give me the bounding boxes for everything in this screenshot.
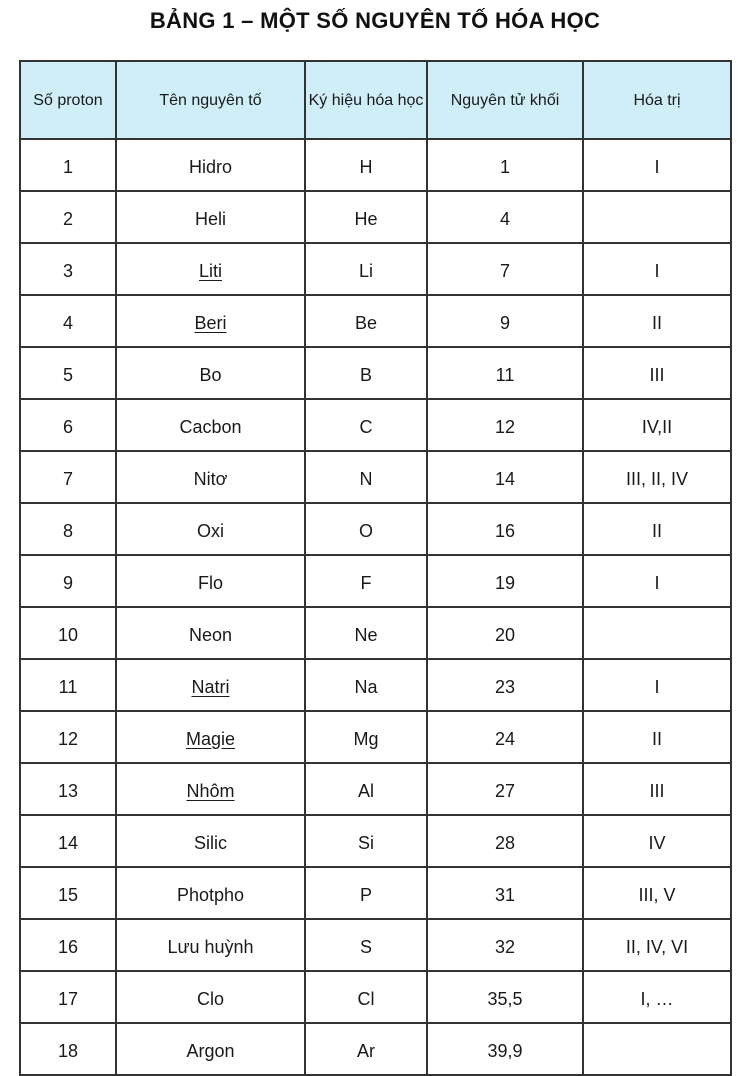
- cell-element-name: Neon: [116, 607, 305, 659]
- element-name-text: Nhôm: [186, 780, 235, 801]
- cell-valence: I: [583, 659, 731, 711]
- cell-symbol: Cl: [305, 971, 427, 1023]
- cell-element-name: Flo: [116, 555, 305, 607]
- cell-element-name: Hidro: [116, 139, 305, 191]
- cell-element-name: Nitơ: [116, 451, 305, 503]
- cell-element-name: Silic: [116, 815, 305, 867]
- element-name-text: Liti: [198, 260, 222, 281]
- cell-symbol: Li: [305, 243, 427, 295]
- cell-element-name: [116, 295, 305, 347]
- table-row: [20, 659, 731, 711]
- cell-atomic-mass: 16: [427, 503, 583, 555]
- cell-symbol: Al: [305, 763, 427, 815]
- cell-atomic-mass: 9: [427, 295, 583, 347]
- cell-valence: I: [583, 243, 731, 295]
- cell-valence: III: [583, 763, 731, 815]
- cell-symbol: S: [305, 919, 427, 971]
- element-name-text: Magie: [185, 728, 236, 749]
- elements-table: [19, 60, 732, 1076]
- cell-valence: I: [583, 139, 731, 191]
- cell-valence: II: [583, 295, 731, 347]
- cell-valence: I: [583, 555, 731, 607]
- cell-atomic-mass: 35,5: [427, 971, 583, 1023]
- cell-proton: 1: [20, 139, 116, 191]
- cell-element-name: [116, 711, 305, 763]
- cell-proton: 15: [20, 867, 116, 919]
- cell-atomic-mass: 19: [427, 555, 583, 607]
- cell-proton: 9: [20, 555, 116, 607]
- cell-element-name: Argon: [116, 1023, 305, 1075]
- cell-proton: 16: [20, 919, 116, 971]
- cell-proton: 5: [20, 347, 116, 399]
- header-proton: Số proton: [20, 61, 116, 139]
- cell-element-name: Heli: [116, 191, 305, 243]
- cell-element-name: [116, 659, 305, 711]
- cell-symbol: Si: [305, 815, 427, 867]
- cell-symbol: F: [305, 555, 427, 607]
- table-row: [20, 191, 731, 243]
- cell-proton: 14: [20, 815, 116, 867]
- cell-symbol: Ar: [305, 1023, 427, 1075]
- cell-atomic-mass: 28: [427, 815, 583, 867]
- cell-valence: IV: [583, 815, 731, 867]
- cell-proton: 8: [20, 503, 116, 555]
- cell-atomic-mass: 4: [427, 191, 583, 243]
- cell-proton: 11: [20, 659, 116, 711]
- cell-valence: II: [583, 711, 731, 763]
- cell-atomic-mass: 27: [427, 763, 583, 815]
- cell-atomic-mass: 12: [427, 399, 583, 451]
- cell-valence: I, …: [583, 971, 731, 1023]
- header-symbol: Ký hiệu hóa học: [305, 61, 427, 139]
- cell-proton: 12: [20, 711, 116, 763]
- cell-symbol: Ne: [305, 607, 427, 659]
- cell-proton: 17: [20, 971, 116, 1023]
- cell-symbol: Na: [305, 659, 427, 711]
- cell-symbol: Mg: [305, 711, 427, 763]
- cell-element-name: [116, 763, 305, 815]
- cell-valence: III, II, IV: [583, 451, 731, 503]
- table-row: [20, 503, 731, 555]
- cell-element-name: [116, 243, 305, 295]
- cell-atomic-mass: 14: [427, 451, 583, 503]
- cell-symbol: B: [305, 347, 427, 399]
- cell-valence: [583, 607, 731, 659]
- cell-symbol: P: [305, 867, 427, 919]
- cell-atomic-mass: 39,9: [427, 1023, 583, 1075]
- cell-proton: 7: [20, 451, 116, 503]
- table-row: [20, 815, 731, 867]
- element-name-text: Natri: [191, 676, 230, 697]
- table-row: [20, 763, 731, 815]
- cell-atomic-mass: 7: [427, 243, 583, 295]
- cell-atomic-mass: 23: [427, 659, 583, 711]
- header-element-name: Tên nguyên tố: [116, 61, 305, 139]
- table-row: [20, 399, 731, 451]
- table-row: [20, 971, 731, 1023]
- cell-atomic-mass: 31: [427, 867, 583, 919]
- cell-proton: 2: [20, 191, 116, 243]
- cell-element-name: Bo: [116, 347, 305, 399]
- cell-element-name: Cacbon: [116, 399, 305, 451]
- cell-symbol: C: [305, 399, 427, 451]
- cell-valence: III, V: [583, 867, 731, 919]
- cell-proton: 10: [20, 607, 116, 659]
- table-row: [20, 711, 731, 763]
- cell-symbol: H: [305, 139, 427, 191]
- cell-valence: [583, 1023, 731, 1075]
- cell-symbol: O: [305, 503, 427, 555]
- cell-symbol: N: [305, 451, 427, 503]
- table-row: [20, 295, 731, 347]
- cell-element-name: Lưu huỳnh: [116, 919, 305, 971]
- cell-symbol: Be: [305, 295, 427, 347]
- cell-proton: 13: [20, 763, 116, 815]
- header-valence: Hóa trị: [583, 61, 731, 139]
- cell-atomic-mass: 1: [427, 139, 583, 191]
- table-row: [20, 867, 731, 919]
- table-row: [20, 139, 731, 191]
- cell-valence: III: [583, 347, 731, 399]
- cell-atomic-mass: 11: [427, 347, 583, 399]
- cell-valence: II, IV, VI: [583, 919, 731, 971]
- cell-atomic-mass: 24: [427, 711, 583, 763]
- table-row: [20, 919, 731, 971]
- cell-element-name: Oxi: [116, 503, 305, 555]
- table-row: [20, 607, 731, 659]
- cell-element-name: Clo: [116, 971, 305, 1023]
- cell-element-name: Photpho: [116, 867, 305, 919]
- cell-atomic-mass: 20: [427, 607, 583, 659]
- table-title: BẢNG 1 – MỘT SỐ NGUYÊN TỐ HÓA HỌC: [149, 8, 601, 33]
- cell-valence: [583, 191, 731, 243]
- cell-valence: II: [583, 503, 731, 555]
- header-row: [20, 61, 731, 139]
- cell-symbol: He: [305, 191, 427, 243]
- cell-valence: IV,II: [583, 399, 731, 451]
- cell-proton: 4: [20, 295, 116, 347]
- cell-proton: 6: [20, 399, 116, 451]
- table-row: [20, 555, 731, 607]
- header-atomic-mass: Nguyên tử khối: [427, 61, 583, 139]
- element-name-text: Beri: [194, 312, 227, 333]
- cell-proton: 3: [20, 243, 116, 295]
- table-row: [20, 347, 731, 399]
- cell-proton: 18: [20, 1023, 116, 1075]
- cell-atomic-mass: 32: [427, 919, 583, 971]
- table-row: [20, 451, 731, 503]
- table-row: [20, 243, 731, 295]
- table-row: [20, 1023, 731, 1075]
